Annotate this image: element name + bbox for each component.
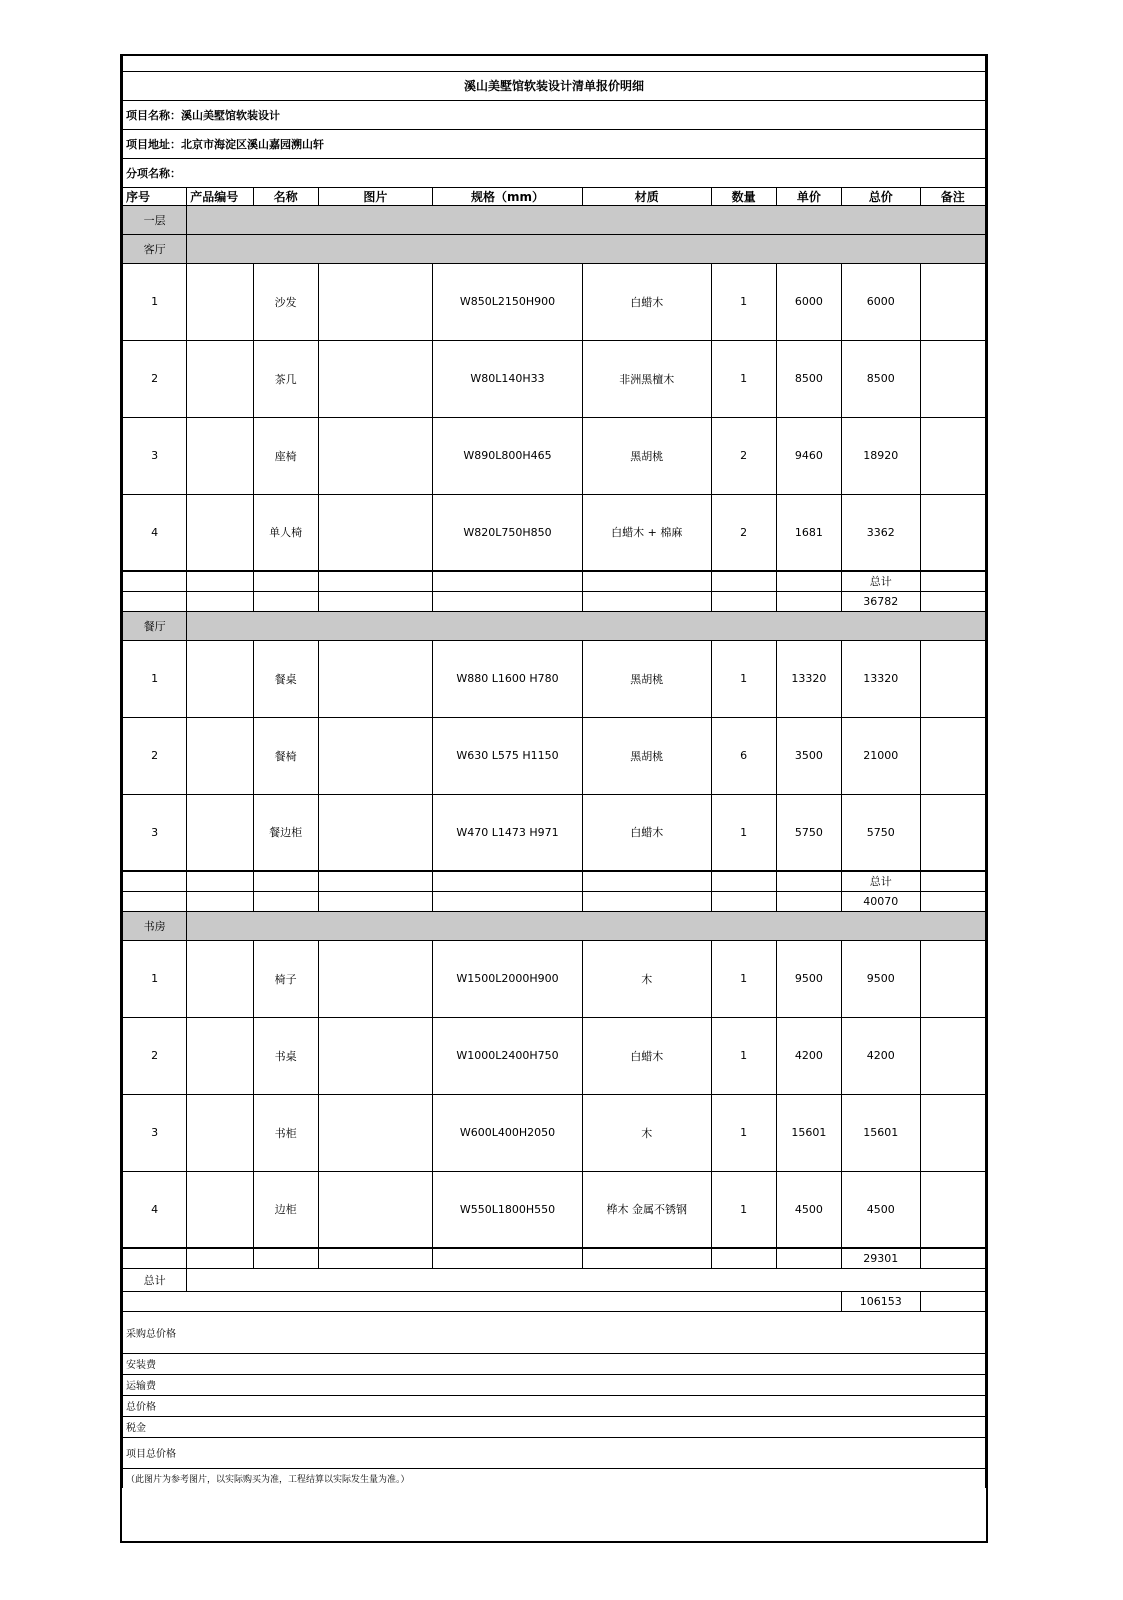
col-header-name: 名称	[253, 187, 318, 205]
item-qty: 2	[711, 417, 776, 494]
item-price: 4200	[776, 1017, 841, 1094]
item-spec: W470 L1473 H971	[433, 794, 583, 871]
item-code	[187, 1094, 253, 1171]
item-image	[318, 494, 432, 571]
section-label: 书房	[123, 911, 187, 940]
item-price: 9460	[776, 417, 841, 494]
item-code	[187, 417, 253, 494]
footer-label: 采购总价格	[123, 1311, 986, 1353]
item-material: 白蜡木 + 棉麻	[582, 494, 711, 571]
item-no: 2	[123, 340, 187, 417]
item-spec: W1500L2000H900	[433, 940, 583, 1017]
item-price: 5750	[776, 794, 841, 871]
col-header-remark: 备注	[920, 187, 985, 205]
grand-total-label: 总计	[123, 1268, 187, 1291]
cabinet-icon	[323, 1176, 428, 1242]
item-price: 15601	[776, 1094, 841, 1171]
item-remark	[920, 417, 985, 494]
item-remark	[920, 717, 985, 794]
item-remark	[920, 794, 985, 871]
item-image	[318, 1094, 432, 1171]
item-row	[123, 940, 986, 1017]
item-no: 2	[123, 1017, 187, 1094]
item-qty: 1	[711, 1094, 776, 1171]
item-code	[187, 1171, 253, 1248]
item-qty: 2	[711, 494, 776, 571]
item-price: 4500	[776, 1171, 841, 1248]
subtotal-value: 36782	[842, 591, 921, 611]
item-code	[187, 940, 253, 1017]
subtotal-label: 总计	[842, 871, 921, 891]
item-row	[123, 417, 986, 494]
sofa-icon	[323, 269, 428, 335]
item-total: 13320	[842, 640, 921, 717]
bookcase-icon	[323, 1100, 428, 1166]
item-code	[187, 717, 253, 794]
footer-row	[123, 1416, 986, 1437]
item-total: 21000	[842, 717, 921, 794]
item-material: 木	[582, 1094, 711, 1171]
item-total: 18920	[842, 417, 921, 494]
item-row	[123, 717, 986, 794]
col-header-no: 序号	[123, 187, 187, 205]
grand-total-value-row	[123, 1291, 986, 1311]
item-code	[187, 640, 253, 717]
item-material: 白蜡木	[582, 794, 711, 871]
item-row	[123, 1171, 986, 1248]
project-name: 项目名称：溪山美墅馆软装设计	[123, 100, 986, 129]
note-row	[123, 1468, 986, 1488]
item-price: 6000	[776, 263, 841, 340]
item-spec: W600L400H2050	[433, 1094, 583, 1171]
item-remark	[920, 340, 985, 417]
item-qty: 1	[711, 940, 776, 1017]
quotation-sheet	[120, 54, 988, 1543]
footer-label: 税金	[123, 1416, 986, 1437]
item-row	[123, 494, 986, 571]
item-spec: W880 L1600 H780	[433, 640, 583, 717]
item-remark	[920, 263, 985, 340]
item-price: 3500	[776, 717, 841, 794]
footer-label: 项目总价格	[123, 1437, 986, 1468]
item-image	[318, 263, 432, 340]
dining-table-icon	[323, 646, 428, 712]
item-price: 9500	[776, 940, 841, 1017]
col-header-material: 材质	[582, 187, 711, 205]
footer-row	[123, 1353, 986, 1374]
section-row	[123, 234, 986, 263]
item-qty: 6	[711, 717, 776, 794]
section-row	[123, 911, 986, 940]
item-total: 4200	[842, 1017, 921, 1094]
ming-chair-icon	[323, 946, 428, 1012]
project-address: 项目地址：北京市海淀区溪山嘉园溯山轩	[123, 129, 986, 158]
coffee-table-icon	[323, 346, 428, 412]
item-name: 边柜	[253, 1171, 318, 1248]
item-material: 桦木 金属不锈钢	[582, 1171, 711, 1248]
item-total: 8500	[842, 340, 921, 417]
subtotal-value-row	[123, 891, 986, 911]
item-remark	[920, 940, 985, 1017]
item-price: 13320	[776, 640, 841, 717]
item-material: 木	[582, 940, 711, 1017]
quotation-table	[122, 56, 986, 1488]
item-spec: W550L1800H550	[433, 1171, 583, 1248]
subtotal-value: 40070	[842, 891, 921, 911]
item-remark	[920, 1171, 985, 1248]
item-material: 黑胡桃	[582, 417, 711, 494]
item-no: 2	[123, 717, 187, 794]
item-image	[318, 340, 432, 417]
section-label: 餐厅	[123, 611, 187, 640]
col-header-total: 总价	[842, 187, 921, 205]
desk-icon	[323, 1023, 428, 1089]
col-header-spec: 规格（mm）	[433, 187, 583, 205]
subtotal-value: 29301	[842, 1248, 921, 1268]
grand-total-value: 106153	[842, 1291, 921, 1311]
item-spec: W850L2150H900	[433, 263, 583, 340]
col-header-price: 单价	[776, 187, 841, 205]
item-name: 茶几	[253, 340, 318, 417]
item-row	[123, 640, 986, 717]
item-qty: 1	[711, 640, 776, 717]
col-header-qty: 数量	[711, 187, 776, 205]
item-spec: W890L800H465	[433, 417, 583, 494]
sheet-title: 溪山美墅馆软装设计清单报价明细	[123, 71, 986, 100]
item-spec: W630 L575 H1150	[433, 717, 583, 794]
footer-label: 运输费	[123, 1374, 986, 1395]
item-name: 椅子	[253, 940, 318, 1017]
item-material: 白蜡木	[582, 263, 711, 340]
footer-row	[123, 1374, 986, 1395]
item-row	[123, 340, 986, 417]
item-price: 1681	[776, 494, 841, 571]
item-image	[318, 717, 432, 794]
column-header-row	[123, 187, 986, 205]
item-image	[318, 940, 432, 1017]
item-row	[123, 794, 986, 871]
section-row	[123, 611, 986, 640]
item-total: 9500	[842, 940, 921, 1017]
item-no: 4	[123, 1171, 187, 1248]
item-code	[187, 263, 253, 340]
floor-label: 一层	[123, 205, 187, 234]
footer-row	[123, 1395, 986, 1416]
item-material: 黑胡桃	[582, 640, 711, 717]
item-code	[187, 340, 253, 417]
item-total: 15601	[842, 1094, 921, 1171]
item-name: 餐椅	[253, 717, 318, 794]
item-name: 书桌	[253, 1017, 318, 1094]
item-no: 1	[123, 640, 187, 717]
item-no: 4	[123, 494, 187, 571]
footer-label: 安装费	[123, 1353, 986, 1374]
item-no: 3	[123, 1094, 187, 1171]
item-name: 沙发	[253, 263, 318, 340]
item-no: 1	[123, 940, 187, 1017]
item-image	[318, 794, 432, 871]
item-image	[318, 417, 432, 494]
sideboard-icon	[323, 799, 428, 865]
item-material: 非洲黑檀木	[582, 340, 711, 417]
item-name: 书柜	[253, 1094, 318, 1171]
item-spec: W80L140H33	[433, 340, 583, 417]
disclaimer-note: （此图片为参考图片，以实际购买为准，工程结算以实际发生量为准。）	[123, 1468, 986, 1488]
item-image	[318, 1171, 432, 1248]
col-header-image: 图片	[318, 187, 432, 205]
subtotal-label-row	[123, 571, 986, 591]
footer-row	[123, 1311, 986, 1353]
subtotal-label: 总计	[842, 571, 921, 591]
item-material: 白蜡木	[582, 1017, 711, 1094]
item-code	[187, 1017, 253, 1094]
armchair-icon	[323, 499, 428, 565]
footer-row	[123, 1437, 986, 1468]
item-total: 5750	[842, 794, 921, 871]
item-row	[123, 1017, 986, 1094]
item-name: 座椅	[253, 417, 318, 494]
dining-chair-icon	[323, 723, 428, 789]
item-name: 餐桌	[253, 640, 318, 717]
item-row	[123, 263, 986, 340]
item-name: 单人椅	[253, 494, 318, 571]
item-remark	[920, 1017, 985, 1094]
item-price: 8500	[776, 340, 841, 417]
item-remark	[920, 494, 985, 571]
sub-item-name: 分项名称：	[123, 158, 986, 187]
item-spec: W820L750H850	[433, 494, 583, 571]
item-image	[318, 1017, 432, 1094]
subtotal-value-row	[123, 591, 986, 611]
item-qty: 1	[711, 1017, 776, 1094]
floor-row	[123, 205, 986, 234]
item-qty: 1	[711, 263, 776, 340]
item-material: 黑胡桃	[582, 717, 711, 794]
item-qty: 1	[711, 794, 776, 871]
item-row	[123, 1094, 986, 1171]
item-spec: W1000L2400H750	[433, 1017, 583, 1094]
item-code	[187, 494, 253, 571]
item-total: 6000	[842, 263, 921, 340]
grand-total-label-row	[123, 1268, 986, 1291]
item-name: 餐边柜	[253, 794, 318, 871]
item-no: 1	[123, 263, 187, 340]
col-header-code: 产品编号	[187, 187, 253, 205]
footer-label: 总价格	[123, 1395, 986, 1416]
item-qty: 1	[711, 1171, 776, 1248]
item-total: 4500	[842, 1171, 921, 1248]
item-remark	[920, 1094, 985, 1171]
section-label: 客厅	[123, 234, 187, 263]
item-image	[318, 640, 432, 717]
bench-icon	[323, 423, 428, 489]
item-no: 3	[123, 794, 187, 871]
item-total: 3362	[842, 494, 921, 571]
subtotal-label-row	[123, 871, 986, 891]
item-remark	[920, 640, 985, 717]
item-code	[187, 794, 253, 871]
subtotal-value-row	[123, 1248, 986, 1268]
item-no: 3	[123, 417, 187, 494]
item-qty: 1	[711, 340, 776, 417]
